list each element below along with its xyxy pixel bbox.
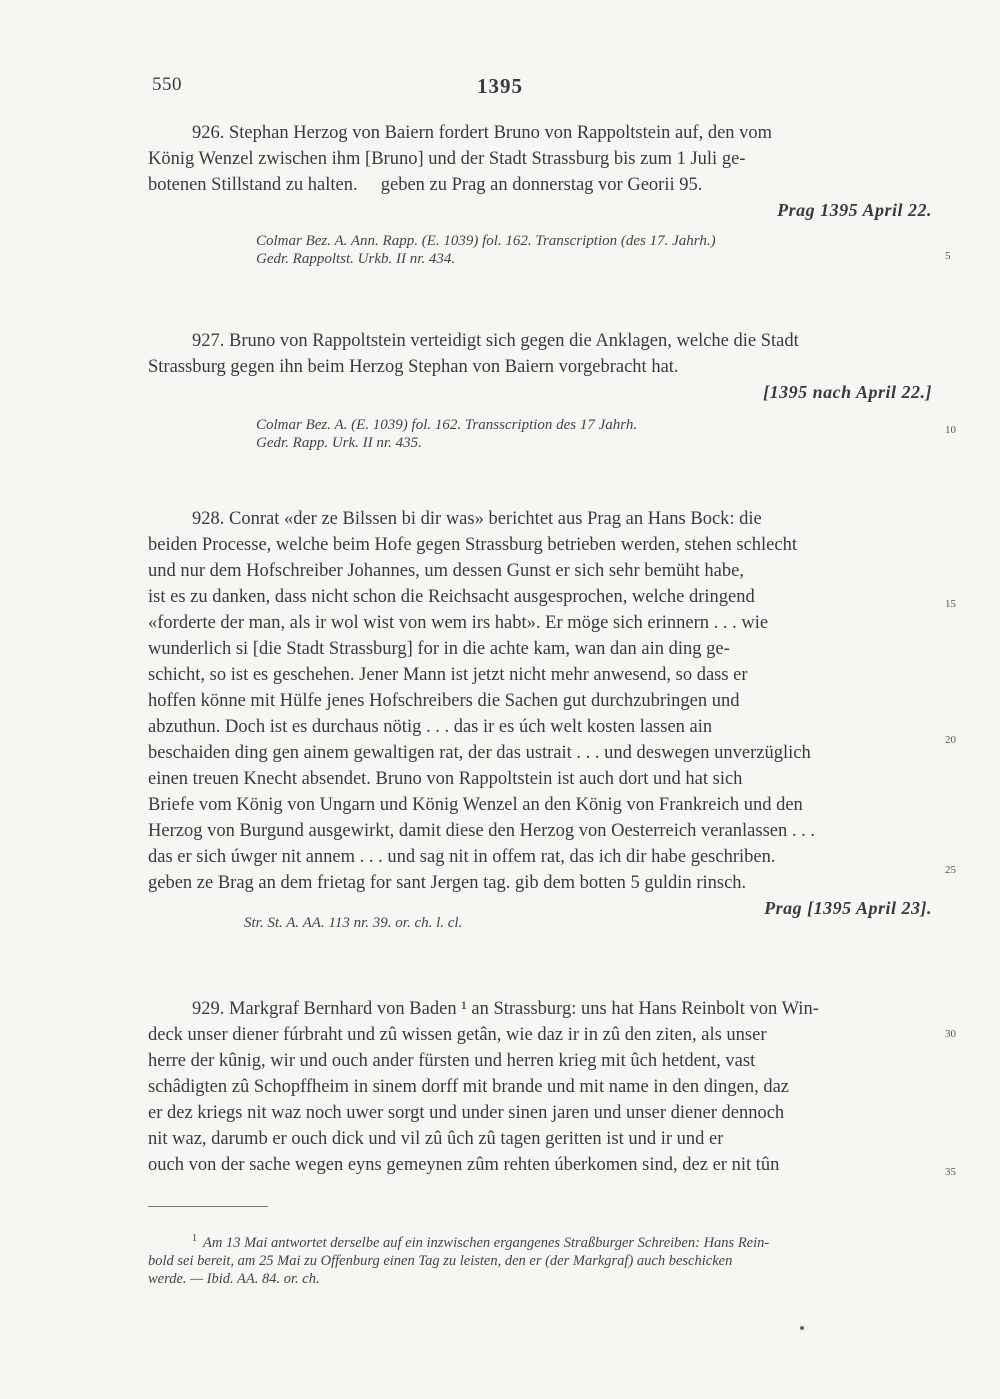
footnote-mark: 1 xyxy=(192,1233,197,1244)
source-line: Colmar Bez. A. Ann. Rapp. (E. 1039) fol. 162. Transcription (des 17. Jahrh.) xyxy=(256,233,716,249)
entry-line: König Wenzel zwischen ihm [Bruno] und der Stadt Strassburg bis zum 1 Juli ge- xyxy=(148,149,746,169)
entry-line: und nur dem Hofschreiber Johannes, um dessen Gunst er sich sehr bemüht habe, xyxy=(148,561,744,581)
entry-929 xyxy=(148,996,934,1178)
entry-line: Herzog von Burgund ausgewirkt, damit diese den Herzog von Oesterreich veranlassen . . . xyxy=(148,821,816,841)
entry-line: «forderte der man, als ir wol wist von wem irs habt». Er möge sich erinnern . . . wie xyxy=(148,613,769,633)
margin-line-number: 10 xyxy=(945,424,956,436)
dateline: Prag [1395 April 23]. xyxy=(764,898,932,918)
entry-line: beschaiden ding gen ainem gewaltigen rat, der das ustrait . . . und deswegen unverzüglich xyxy=(148,743,811,763)
dateline: [1395 nach April 22.] xyxy=(763,382,932,402)
entry-line: herre der kûnig, wir und ouch ander fürsten und herren krieg mit ûch hetdent, vast xyxy=(148,1051,756,1071)
entry-line: beiden Processe, welche beim Hofe gegen Strassburg betrieben werden, stehen schlecht xyxy=(148,535,797,555)
entry-line: Briefe vom König von Ungarn und König Wenzel an den König von Frankreich und den xyxy=(148,795,803,815)
entry-line: deck unser diener fúrbraht und zû wissen getân, wie daz ir in zû den ziten, als unser xyxy=(148,1025,767,1045)
dateline: Prag 1395 April 22. xyxy=(777,200,932,220)
entry-line-text xyxy=(192,996,819,1022)
margin-line-number: 35 xyxy=(945,1166,956,1178)
entry-text: Bruno von Rappoltstein verteidigt sich gegen die Anklagen, welche die Stadt xyxy=(229,331,799,351)
entry-line xyxy=(148,120,934,146)
entry-line-text xyxy=(192,120,772,146)
margin-line-number: 20 xyxy=(945,734,956,746)
entry-line: Strassburg gegen ihn beim Herzog Stephan von Baiern vorgebracht hat. xyxy=(148,357,679,377)
source-line: Gedr. Rappoltst. Urkb. II nr. 434. xyxy=(256,251,456,267)
entry-number: 926. xyxy=(192,123,225,143)
margin-line-number: 15 xyxy=(945,598,956,610)
entry-line: abzuthun. Doch ist es durchaus nötig . . . das ir es úch welt kosten lassen ain xyxy=(148,717,713,737)
source-line: Colmar Bez. A. (E. 1039) fol. 162. Transscription des 17 Jahrh. xyxy=(256,417,638,433)
entry-line: hoffen könne mit Hülfe jenes Hofschreibers die Sachen gut durchzubringen und xyxy=(148,691,740,711)
entry-number: 928. xyxy=(192,509,225,529)
source-line: Str. St. A. AA. 113 nr. 39. or. ch. l. cl. xyxy=(244,915,463,931)
entry-text: Markgraf Bernhard von Baden ¹ an Strassburg: uns hat Hans Reinbolt von Win- xyxy=(229,999,819,1019)
page-number: 550 xyxy=(152,74,182,95)
entry-line: botenen Stillstand zu halten. geben zu Prag an donnerstag vor Georii 95. xyxy=(148,175,703,195)
entry-line xyxy=(148,996,934,1022)
entry-line xyxy=(148,506,934,532)
ink-speck xyxy=(800,1326,804,1330)
footnote-line: bold sei bereit, am 25 Mai zu Offenburg einen Tag zu leisten, den er (der Markgraf) auch beschicken xyxy=(148,1252,733,1269)
entry-line xyxy=(148,328,934,354)
entry-line: einen treuen Knecht absendet. Bruno von Rappoltstein ist auch dort und hat sich xyxy=(148,769,743,789)
entry-line: ouch von der sache wegen eyns gemeynen zûm rehten úberkomen sind, dez er nit tûn xyxy=(148,1155,780,1175)
footnote-line xyxy=(148,1230,936,1252)
entry-926 xyxy=(148,120,934,268)
margin-line-number: 30 xyxy=(945,1028,956,1040)
entry-text: Stephan Herzog von Baiern fordert Bruno von Rappoltstein auf, den vom xyxy=(229,123,773,143)
entry-number: 929. xyxy=(192,999,225,1019)
margin-line-number: 25 xyxy=(945,864,956,876)
entry-line: schâdigten zû Schopffheim in sinem dorff mit brande und mit name in den dingen, daz xyxy=(148,1077,790,1097)
entry-line: das er sich úwger nit annem . . . und sag nit in offem rat, das ich dir habe geschriben. xyxy=(148,847,776,867)
source-line: Gedr. Rapp. Urk. II nr. 435. xyxy=(256,435,422,451)
footnote-line: werde. — Ibid. AA. 84. or. ch. xyxy=(148,1270,320,1287)
margin-line-number: 5 xyxy=(945,250,951,262)
entry-line: nit waz, darumb er ouch dick und vil zû ûch zû tagen geritten ist und ir und er xyxy=(148,1129,724,1149)
entry-928 xyxy=(148,506,934,932)
entry-number: 927. xyxy=(192,331,225,351)
entry-text: Conrat «der ze Bilssen bi dir was» berichtet aus Prag an Hans Bock: die xyxy=(229,509,762,529)
entry-line-text xyxy=(192,328,799,354)
entry-line: wunderlich si [die Stadt Strassburg] for in die achte kam, wan dan ain ding ge- xyxy=(148,639,730,659)
entry-line: geben ze Brag an dem frietag for sant Jergen tag. gib dem botten 5 guldin rinsch. xyxy=(148,873,747,893)
footnote-rule xyxy=(148,1206,268,1207)
entry-line-text xyxy=(192,506,762,532)
entry-line: schicht, so ist es geschehen. Jener Mann ist jetzt nicht mehr anwesend, so dass er xyxy=(148,665,748,685)
footnote xyxy=(148,1230,936,1288)
entry-line: ist es zu danken, dass nicht schon die Reichsacht ausgesprochen, welche dringend xyxy=(148,587,755,607)
running-header-year: 1395 xyxy=(477,74,523,98)
entry-line: er dez kriegs nit waz noch uwer sorgt und under sinen jaren und unser diener dennoch xyxy=(148,1103,785,1123)
footnote-text: Am 13 Mai antwortet derselbe auf ein inzwischen ergangenes Straßburger Schreiben: Hans Rein- xyxy=(203,1234,770,1251)
entry-927 xyxy=(148,328,934,452)
